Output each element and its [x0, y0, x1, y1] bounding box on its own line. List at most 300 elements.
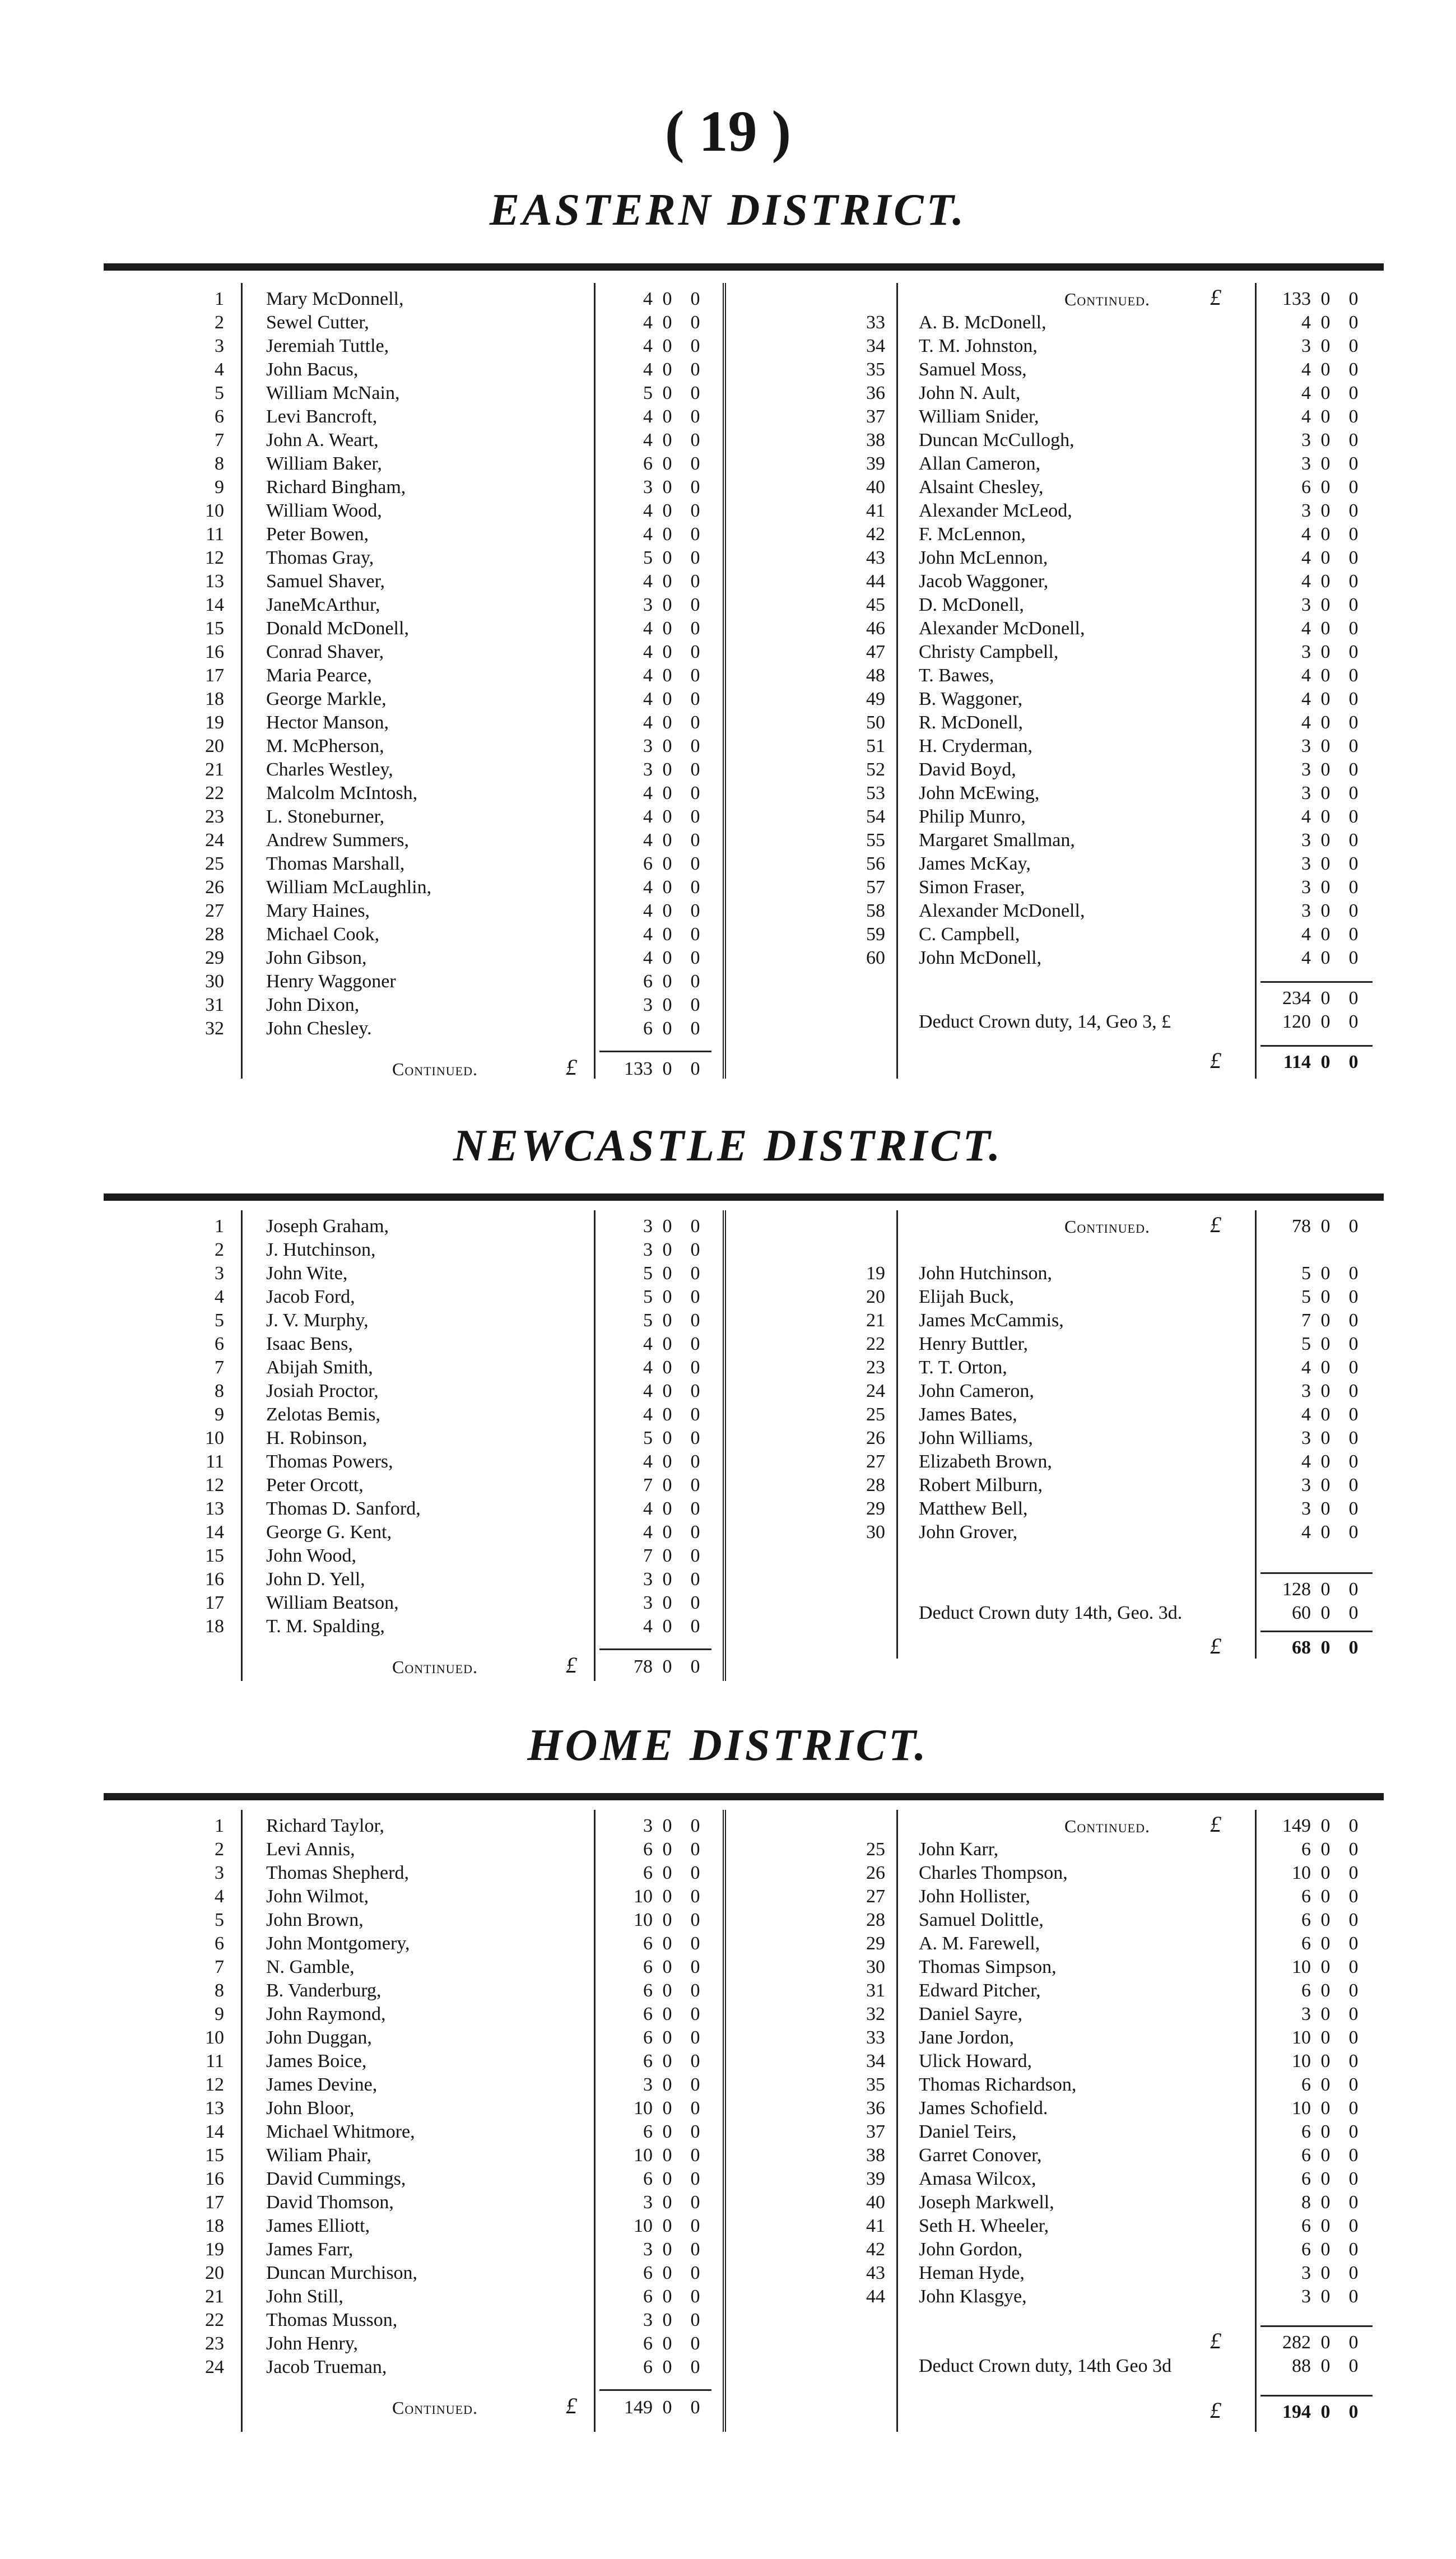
amount-shillings: 0: [662, 1058, 672, 1079]
table-row: [0, 1932, 1456, 1956]
amount-pounds: 4: [1301, 712, 1311, 733]
amount-shillings: 0: [662, 1839, 672, 1860]
entry-name: Samuel Shaver,: [266, 571, 385, 592]
entry-number: 48: [866, 665, 885, 686]
amount-shillings: 0: [662, 1933, 672, 1954]
entry-amount: [1266, 2003, 1367, 2026]
entry-number: 6: [215, 1334, 224, 1354]
entry-number: 12: [205, 2074, 224, 2095]
amount-shillings: 0: [1320, 2121, 1331, 2142]
entry-amount: [1266, 2167, 1367, 2191]
entry-amount: [1266, 688, 1367, 711]
amount-shillings: 0: [662, 1404, 672, 1425]
amount-shillings: 0: [662, 524, 672, 545]
amount-pounds: 4: [643, 1522, 653, 1543]
amount-pounds: 6: [643, 1863, 653, 1883]
amount-pence: 0: [690, 665, 700, 686]
entry-name: John A. Weart,: [266, 430, 379, 451]
entry-number: 3: [215, 1863, 224, 1883]
right-sum-rule: [1260, 981, 1373, 983]
entry-name: Malcolm McIntosh,: [266, 783, 418, 804]
amount-shillings: 0: [1320, 2168, 1331, 2189]
amount-pence: 0: [1348, 2004, 1359, 2024]
left-sum-rule: [599, 1051, 711, 1052]
amount-shillings: 0: [1320, 571, 1331, 592]
entry-amount: [1266, 311, 1367, 335]
entry-name: Elizabeth Brown,: [919, 1451, 1052, 1472]
entry-number: 23: [205, 806, 224, 827]
amount-pence: 0: [1348, 1603, 1359, 1623]
entry-amount: [608, 993, 709, 1017]
table-row: [0, 805, 1456, 829]
entry-name: Isaac Bens,: [266, 1334, 353, 1354]
amount-pounds: 5: [643, 1428, 653, 1448]
amount-shillings: 0: [1320, 1263, 1331, 1284]
amount-pounds: 3: [1301, 830, 1311, 851]
amount-pence: 0: [690, 1058, 700, 1079]
table-row: [0, 1814, 1456, 1838]
entry-number: 15: [205, 1545, 224, 1566]
entry-name: N. Gamble,: [266, 1957, 355, 1977]
amount-pence: 0: [690, 312, 700, 333]
amount-pounds: 5: [643, 1287, 653, 1307]
entry-name: Samuel Moss,: [919, 359, 1027, 380]
amount-shillings: 0: [1320, 2356, 1331, 2376]
amount-pounds: 5: [1301, 1263, 1311, 1284]
amount-pence: 0: [1348, 1287, 1359, 1307]
entry-number: 25: [866, 1839, 885, 1860]
entry-amount: [1266, 1262, 1367, 1285]
entry-name: J. V. Murphy,: [266, 1310, 369, 1331]
amount-pence: 0: [1348, 924, 1359, 945]
table-row: [0, 2097, 1456, 2120]
amount-shillings: 0: [1320, 830, 1331, 851]
amount-pence: 0: [690, 1656, 700, 1677]
amount-pounds: 4: [643, 830, 653, 851]
amount-pence: 0: [1348, 2027, 1359, 2048]
amount-pence: 0: [1348, 477, 1359, 498]
amount-pounds: 4: [643, 1404, 653, 1425]
entry-number: 3: [215, 1263, 224, 1284]
entry-name: Donald McDonell,: [266, 618, 409, 639]
entry-number: 13: [205, 2098, 224, 2119]
entry-name: Alexander McDonell,: [919, 618, 1085, 639]
entry-name: Garret Conover,: [919, 2145, 1042, 2166]
amount-pounds: 10: [634, 2216, 653, 2236]
entry-number: 57: [866, 877, 885, 898]
entry-amount: [1266, 335, 1367, 358]
entry-number: 32: [205, 1018, 224, 1039]
entry-number: 11: [206, 1451, 224, 1472]
amount-pounds: 4: [643, 1498, 653, 1519]
amount-pence: 0: [690, 1334, 700, 1354]
left-continued-amount: [608, 2396, 709, 2419]
amount-shillings: 0: [662, 1957, 672, 1977]
amount-pounds: 4: [643, 430, 653, 451]
amount-pence: 0: [1348, 2263, 1359, 2283]
entry-name: John Williams,: [919, 1428, 1033, 1448]
amount-pounds: 133: [624, 1058, 653, 1079]
entry-number: 10: [205, 500, 224, 521]
amount-shillings: 0: [662, 1910, 672, 1930]
entry-number: 9: [215, 477, 224, 498]
entry-amount: [1266, 570, 1367, 593]
entry-name: John Raymond,: [266, 2004, 386, 2024]
table-row: [0, 688, 1456, 711]
entry-number: 5: [215, 1310, 224, 1331]
entry-amount: [1266, 1521, 1367, 1544]
entry-name: A. B. McDonell,: [919, 312, 1046, 333]
entry-name: William McLaughlin,: [266, 877, 432, 898]
total-amount: [1266, 1636, 1367, 1660]
page-number: ( 19 ): [664, 99, 792, 164]
amount-pounds: 68: [1292, 1637, 1311, 1658]
amount-shillings: 0: [662, 359, 672, 380]
amount-pence: 0: [690, 759, 700, 780]
entry-number: 44: [866, 571, 885, 592]
amount-pounds: 6: [1301, 2168, 1311, 2189]
entry-number: 60: [866, 948, 885, 968]
amount-pounds: 3: [1301, 336, 1311, 356]
amount-pence: 0: [1348, 1910, 1359, 1930]
entry-number: 20: [866, 1287, 885, 1307]
entry-number: 10: [205, 1428, 224, 1448]
amount-shillings: 0: [1320, 1451, 1331, 1472]
amount-pence: 0: [1348, 453, 1359, 474]
left-continued-label: Continued.: [392, 1657, 478, 1677]
amount-shillings: 0: [662, 2286, 672, 2307]
amount-pounds: 5: [643, 1310, 653, 1331]
amount-pence: 0: [1348, 2168, 1359, 2189]
entry-number: 44: [866, 2286, 885, 2307]
amount-pounds: 4: [643, 1381, 653, 1401]
entry-name: John McLennon,: [919, 547, 1048, 568]
amount-pounds: 4: [1301, 806, 1311, 827]
table-row: [0, 2026, 1456, 2050]
table-row: [0, 382, 1456, 405]
entry-amount: [608, 1544, 709, 1568]
entry-amount: [1266, 1932, 1367, 1956]
amount-pence: 0: [1348, 806, 1359, 827]
entry-number: 24: [205, 2357, 224, 2377]
entry-name: Josiah Proctor,: [266, 1381, 379, 1401]
entry-amount: [1266, 2238, 1367, 2261]
amount-pounds: 6: [1301, 1839, 1311, 1860]
amount-shillings: 0: [662, 1815, 672, 1836]
deduct-amount: [1266, 1010, 1367, 1034]
amount-pence: 0: [1348, 830, 1359, 851]
amount-pounds: 3: [1301, 595, 1311, 615]
table-row: [0, 499, 1456, 523]
amount-pence: 0: [690, 689, 700, 709]
entry-name: Abijah Smith,: [266, 1357, 373, 1378]
entry-amount: [1266, 382, 1367, 405]
amount-pence: 0: [690, 1910, 700, 1930]
table-row: [0, 1615, 1456, 1638]
amount-pounds: 6: [643, 1018, 653, 1039]
entry-name: John D. Yell,: [266, 1569, 365, 1590]
pound-sign: £: [1210, 1812, 1221, 1837]
table-row: [0, 970, 1456, 993]
amount-pounds: 3: [1301, 900, 1311, 921]
amount-pence: 0: [690, 1498, 700, 1519]
amount-pence: 0: [690, 524, 700, 545]
entry-number: 29: [205, 948, 224, 968]
entry-amount: [1266, 735, 1367, 758]
amount-pounds: 6: [643, 2027, 653, 2048]
table-row: [0, 2191, 1456, 2214]
amount-pounds: 3: [1301, 2004, 1311, 2024]
amount-pounds: 6: [1301, 2074, 1311, 2095]
amount-pounds: 6: [1301, 2121, 1311, 2142]
amount-pence: 0: [1348, 900, 1359, 921]
amount-pence: 0: [1348, 783, 1359, 804]
entry-number: 9: [215, 1404, 224, 1425]
amount-shillings: 0: [1320, 2402, 1331, 2422]
amount-pounds: 10: [1292, 2098, 1311, 2119]
entry-number: 9: [215, 2004, 224, 2024]
amount-shillings: 0: [662, 2074, 672, 2095]
entry-name: John McDonell,: [919, 948, 1042, 968]
amount-pounds: 4: [643, 524, 653, 545]
amount-pence: 0: [1348, 1637, 1359, 1658]
entry-amount: [1266, 923, 1367, 946]
amount-pounds: 3: [643, 1239, 653, 1260]
amount-shillings: 0: [662, 1569, 672, 1590]
amount-pence: 0: [1348, 1011, 1359, 1032]
entry-amount: [1266, 2214, 1367, 2238]
table-row: [0, 1544, 1456, 1568]
amount-shillings: 0: [662, 2263, 672, 2283]
amount-shillings: 0: [662, 2098, 672, 2119]
entry-number: 37: [866, 2121, 885, 2142]
amount-shillings: 0: [662, 1216, 672, 1237]
entry-number: 42: [866, 524, 885, 545]
entry-number: 1: [215, 289, 224, 309]
amount-shillings: 0: [662, 1428, 672, 1448]
amount-shillings: 0: [1320, 1498, 1331, 1519]
amount-pounds: 6: [1301, 2239, 1311, 2260]
deduct-amount: [1266, 2354, 1367, 2378]
amount-shillings: 0: [1320, 736, 1331, 756]
right-continued-amount: [1266, 287, 1367, 311]
amount-pounds: 4: [643, 783, 653, 804]
amount-pence: 0: [690, 1886, 700, 1907]
entry-number: 22: [866, 1334, 885, 1354]
amount-pounds: 6: [1301, 1933, 1311, 1954]
entry-amount: [1266, 2097, 1367, 2120]
entry-number: 58: [866, 900, 885, 921]
right-continued-label: Continued.: [1064, 289, 1150, 309]
amount-shillings: 0: [1320, 312, 1331, 333]
entry-name: James Boice,: [266, 2051, 367, 2072]
entry-amount: [608, 1017, 709, 1041]
amount-pence: 0: [690, 924, 700, 945]
entry-number: 10: [205, 2027, 224, 2048]
table-row: [0, 570, 1456, 593]
amount-pounds: 10: [1292, 2027, 1311, 2048]
entry-number: 14: [205, 595, 224, 615]
entry-amount: [1266, 546, 1367, 570]
amount-pounds: 4: [643, 948, 653, 968]
entry-amount: [1266, 852, 1367, 876]
entry-number: 21: [205, 2286, 224, 2307]
amount-pounds: 10: [634, 2098, 653, 2119]
amount-shillings: 0: [662, 547, 672, 568]
amount-pence: 0: [1348, 289, 1359, 309]
entry-name: Mary McDonnell,: [266, 289, 404, 309]
amount-pence: 0: [690, 2004, 700, 2024]
table-row: [0, 852, 1456, 876]
amount-pounds: 4: [1301, 1357, 1311, 1378]
entry-name: Michael Cook,: [266, 924, 380, 945]
entry-number: 24: [205, 830, 224, 851]
amount-pence: 0: [1348, 1404, 1359, 1425]
amount-shillings: 0: [1320, 1011, 1331, 1032]
amount-pounds: 149: [624, 2397, 653, 2418]
amount-pence: 0: [690, 1310, 700, 1331]
entry-number: 17: [205, 1592, 224, 1613]
amount-pence: 0: [1348, 1334, 1359, 1354]
table-row: [0, 546, 1456, 570]
amount-pounds: 4: [643, 689, 653, 709]
amount-pounds: 3: [643, 1592, 653, 1613]
amount-shillings: 0: [662, 995, 672, 1015]
entry-name: Joseph Markwell,: [919, 2192, 1054, 2213]
entry-name: Jacob Trueman,: [266, 2357, 387, 2377]
entry-amount: [1266, 593, 1367, 617]
entry-number: 52: [866, 759, 885, 780]
entry-name: F. McLennon,: [919, 524, 1026, 545]
entry-name: Seth H. Wheeler,: [919, 2216, 1049, 2236]
amount-shillings: 0: [662, 712, 672, 733]
amount-shillings: 0: [662, 430, 672, 451]
pound-sign: £: [1210, 2328, 1221, 2353]
amount-shillings: 0: [1320, 783, 1331, 804]
amount-pounds: 114: [1283, 1052, 1311, 1072]
amount-pence: 0: [690, 571, 700, 592]
entry-name: Amasa Wilcox,: [919, 2168, 1036, 2189]
amount-pence: 0: [690, 289, 700, 309]
amount-pence: 0: [1348, 2098, 1359, 2119]
amount-shillings: 0: [1320, 618, 1331, 639]
amount-pence: 0: [690, 2121, 700, 2142]
amount-shillings: 0: [1320, 2239, 1331, 2260]
entry-name: David Thomson,: [266, 2192, 394, 2213]
amount-pounds: 4: [1301, 571, 1311, 592]
amount-shillings: 0: [1320, 477, 1331, 498]
amount-shillings: 0: [662, 406, 672, 427]
amount-shillings: 0: [1320, 383, 1331, 403]
amount-pence: 0: [1348, 406, 1359, 427]
table-row: [0, 1521, 1456, 1544]
entry-number: 49: [866, 689, 885, 709]
amount-pounds: 6: [643, 2263, 653, 2283]
amount-pence: 0: [1348, 1263, 1359, 1284]
amount-pence: 0: [1348, 1451, 1359, 1472]
left-continued-amount: [608, 1057, 709, 1081]
amount-pounds: 5: [1301, 1287, 1311, 1307]
amount-pence: 0: [1348, 571, 1359, 592]
amount-shillings: 0: [662, 1863, 672, 1883]
amount-shillings: 0: [1320, 2074, 1331, 2095]
amount-pounds: 6: [1301, 1980, 1311, 2001]
amount-shillings: 0: [662, 2192, 672, 2213]
entry-number: 1: [215, 1815, 224, 1836]
entry-amount: [608, 287, 709, 311]
amount-pounds: 10: [1292, 1957, 1311, 1977]
amount-pence: 0: [690, 1381, 700, 1401]
entry-amount: [1266, 2261, 1367, 2285]
entry-name: R. McDonell,: [919, 712, 1024, 733]
amount-pounds: 120: [1282, 1011, 1311, 1032]
amount-pounds: 3: [1301, 1428, 1311, 1448]
entry-amount: [1266, 664, 1367, 688]
amount-pounds: 6: [1301, 2216, 1311, 2236]
entry-name: Jacob Ford,: [266, 1287, 355, 1307]
amount-shillings: 0: [1320, 2004, 1331, 2024]
amount-shillings: 0: [662, 383, 672, 403]
left-continued-amount: [608, 1655, 709, 1679]
amount-shillings: 0: [662, 2397, 672, 2418]
amount-pence: 0: [1348, 500, 1359, 521]
amount-pence: 0: [690, 948, 700, 968]
amount-shillings: 0: [1320, 877, 1331, 898]
amount-shillings: 0: [662, 289, 672, 309]
entry-number: 5: [215, 383, 224, 403]
amount-pounds: 10: [1292, 2051, 1311, 2072]
entry-number: 16: [205, 642, 224, 662]
amount-pence: 0: [1348, 2145, 1359, 2166]
entry-name: John Duggan,: [266, 2027, 372, 2048]
amount-pence: 0: [1348, 2356, 1359, 2376]
amount-pounds: 6: [643, 2333, 653, 2354]
entry-amount: [1266, 1838, 1367, 1861]
amount-shillings: 0: [662, 900, 672, 921]
pound-sign: £: [566, 1652, 577, 1678]
amount-pounds: 78: [1292, 1216, 1311, 1237]
entry-number: 36: [866, 383, 885, 403]
entry-name: Andrew Summers,: [266, 830, 409, 851]
entry-number: 7: [215, 1957, 224, 1977]
amount-pounds: 282: [1282, 2332, 1311, 2353]
amount-shillings: 0: [662, 1498, 672, 1519]
entry-number: 54: [866, 806, 885, 827]
amount-pounds: 3: [1301, 642, 1311, 662]
entry-amount: [1266, 1332, 1367, 1356]
amount-pence: 0: [690, 783, 700, 804]
table-row: [0, 829, 1456, 852]
right-sum-rule: [1260, 2325, 1373, 2327]
table-row: [0, 1332, 1456, 1356]
entry-name: Alsaint Chesley,: [919, 477, 1044, 498]
amount-shillings: 0: [662, 2051, 672, 2072]
entry-number: 34: [866, 336, 885, 356]
amount-pence: 0: [690, 1545, 700, 1566]
entry-number: 19: [866, 1263, 885, 1284]
amount-shillings: 0: [662, 2027, 672, 2048]
amount-pounds: 4: [643, 806, 653, 827]
amount-pence: 0: [1348, 524, 1359, 545]
entry-name: John Cameron,: [919, 1381, 1034, 1401]
amount-shillings: 0: [1320, 1428, 1331, 1448]
amount-pounds: 234: [1282, 988, 1311, 1009]
entry-number: 46: [866, 618, 885, 639]
amount-pounds: 4: [1301, 1404, 1311, 1425]
amount-pounds: 128: [1282, 1579, 1311, 1600]
entry-number: 38: [866, 2145, 885, 2166]
deduct-crown-duty-label: Deduct Crown duty 14th, Geo. 3d.: [919, 1603, 1183, 1623]
